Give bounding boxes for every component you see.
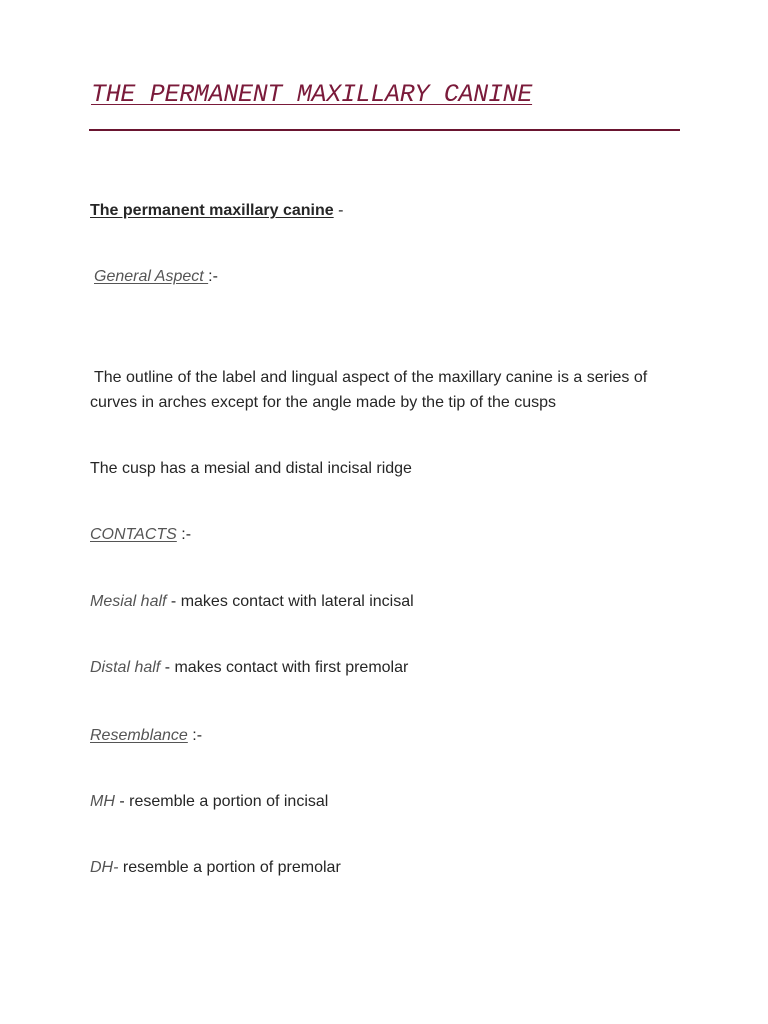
- dh-text: resemble a portion of premolar: [118, 859, 341, 876]
- dh-item: [90, 856, 341, 880]
- general-aspect-heading: [94, 265, 218, 289]
- general-aspect-label: General Aspect: [94, 268, 209, 285]
- outline-paragraph-text: The outline of the label and lingual aspect of the maxillary canine is a series of curves in arches except for the angle made by the tip of the cusps: [90, 369, 648, 411]
- distal-half-text: - makes contact with first premolar: [160, 659, 409, 676]
- mesial-half-label: Mesial half: [90, 593, 167, 610]
- title-divider: [89, 129, 680, 131]
- mh-item: [90, 790, 328, 814]
- dh-label: DH-: [90, 859, 119, 876]
- intro-heading-suffix: -: [333, 202, 344, 219]
- resemblance-heading: [90, 724, 202, 748]
- outline-paragraph: [90, 365, 690, 415]
- mesial-half-text: - makes contact with lateral incisal: [166, 593, 414, 610]
- intro-heading-label: The permanent maxillary canine: [90, 202, 334, 219]
- cusp-paragraph: The cusp has a mesial and distal incisal ridge: [90, 460, 412, 477]
- general-aspect-suffix: :-: [208, 268, 218, 285]
- resemblance-label: Resemblance: [90, 727, 188, 744]
- mesial-half-item: [90, 590, 414, 614]
- contacts-suffix: :-: [176, 526, 192, 543]
- resemblance-suffix: :-: [187, 727, 203, 744]
- mh-text: - resemble a portion of incisal: [114, 793, 329, 810]
- mh-label: MH: [90, 793, 115, 810]
- contacts-label: CONTACTS: [90, 526, 177, 543]
- distal-half-label: Distal half: [90, 659, 161, 676]
- distal-half-item: [90, 656, 408, 680]
- intro-heading: [90, 199, 343, 223]
- contacts-heading: [90, 523, 191, 547]
- document-title: THE PERMANENT MAXILLARY CANINE: [91, 80, 533, 109]
